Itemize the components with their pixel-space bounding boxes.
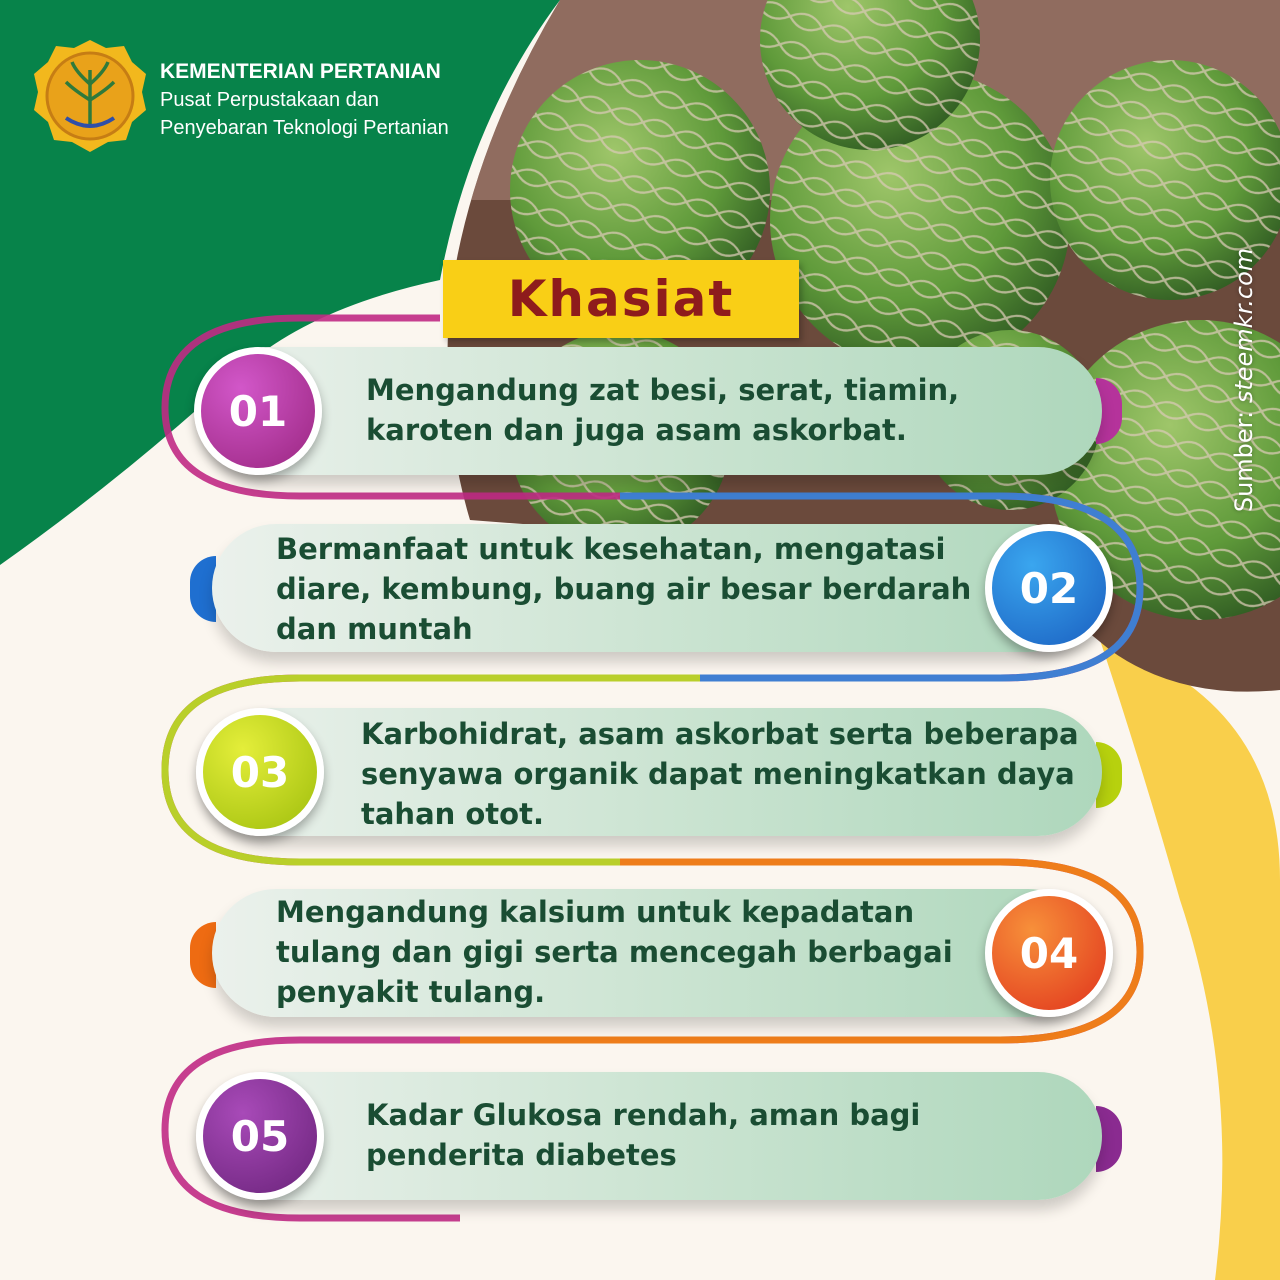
item-4-line-2: tulang dan gigi serta mencegah berbagai — [276, 935, 953, 969]
department-line-1: Pusat Perpustakaan dan — [160, 89, 380, 111]
organization-header — [160, 58, 449, 142]
item-2-number-badge: 02 — [985, 524, 1113, 652]
item-5-text — [366, 1095, 920, 1175]
item-2-line-2: diare, kembung, buang air besar berdarah — [276, 572, 972, 606]
item-2-line-1: Bermanfaat untuk kesehatan, mengatasi — [276, 532, 946, 566]
source-label: Sumber: — [1230, 410, 1258, 513]
item-1-text — [366, 370, 959, 450]
item-4-line-3: penyakit tulang. — [276, 975, 546, 1009]
item-2-text — [276, 529, 971, 649]
title-banner — [443, 260, 799, 338]
item-1-line-2: karoten dan juga asam askorbat. — [366, 413, 907, 447]
item-3-line-1: Karbohidrat, asam askorbat serta beberapa — [361, 717, 1079, 751]
item-5-number-badge: 05 — [196, 1072, 324, 1200]
item-3-text — [361, 714, 1079, 834]
ministry-logo — [32, 38, 148, 154]
item-5-line-1: Kadar Glukosa rendah, aman bagi — [366, 1098, 921, 1132]
item-3-line-2: senyawa organik dapat meningkatkan daya — [361, 757, 1075, 791]
item-5-line-2: penderita diabetes — [366, 1138, 677, 1172]
item-2-line-3: dan muntah — [276, 612, 473, 646]
ministry-name: KEMENTERIAN PERTANIAN — [160, 60, 441, 83]
item-3-number-badge: 03 — [196, 708, 324, 836]
item-4-line-1: Mengandung kalsium untuk kepadatan — [276, 895, 915, 929]
page-title: Khasiat — [507, 270, 735, 328]
source-credit — [1230, 248, 1258, 512]
item-4-number-badge: 04 — [985, 889, 1113, 1017]
department-line-2: Penyebaran Teknologi Pertanian — [160, 117, 449, 139]
item-4-text — [276, 892, 953, 1012]
item-1-line-1: Mengandung zat besi, serat, tiamin, — [366, 373, 960, 407]
source-site: steemkr.com — [1230, 247, 1258, 404]
item-3-line-3: tahan otot. — [361, 797, 544, 831]
item-1-number-badge: 01 — [194, 347, 322, 475]
